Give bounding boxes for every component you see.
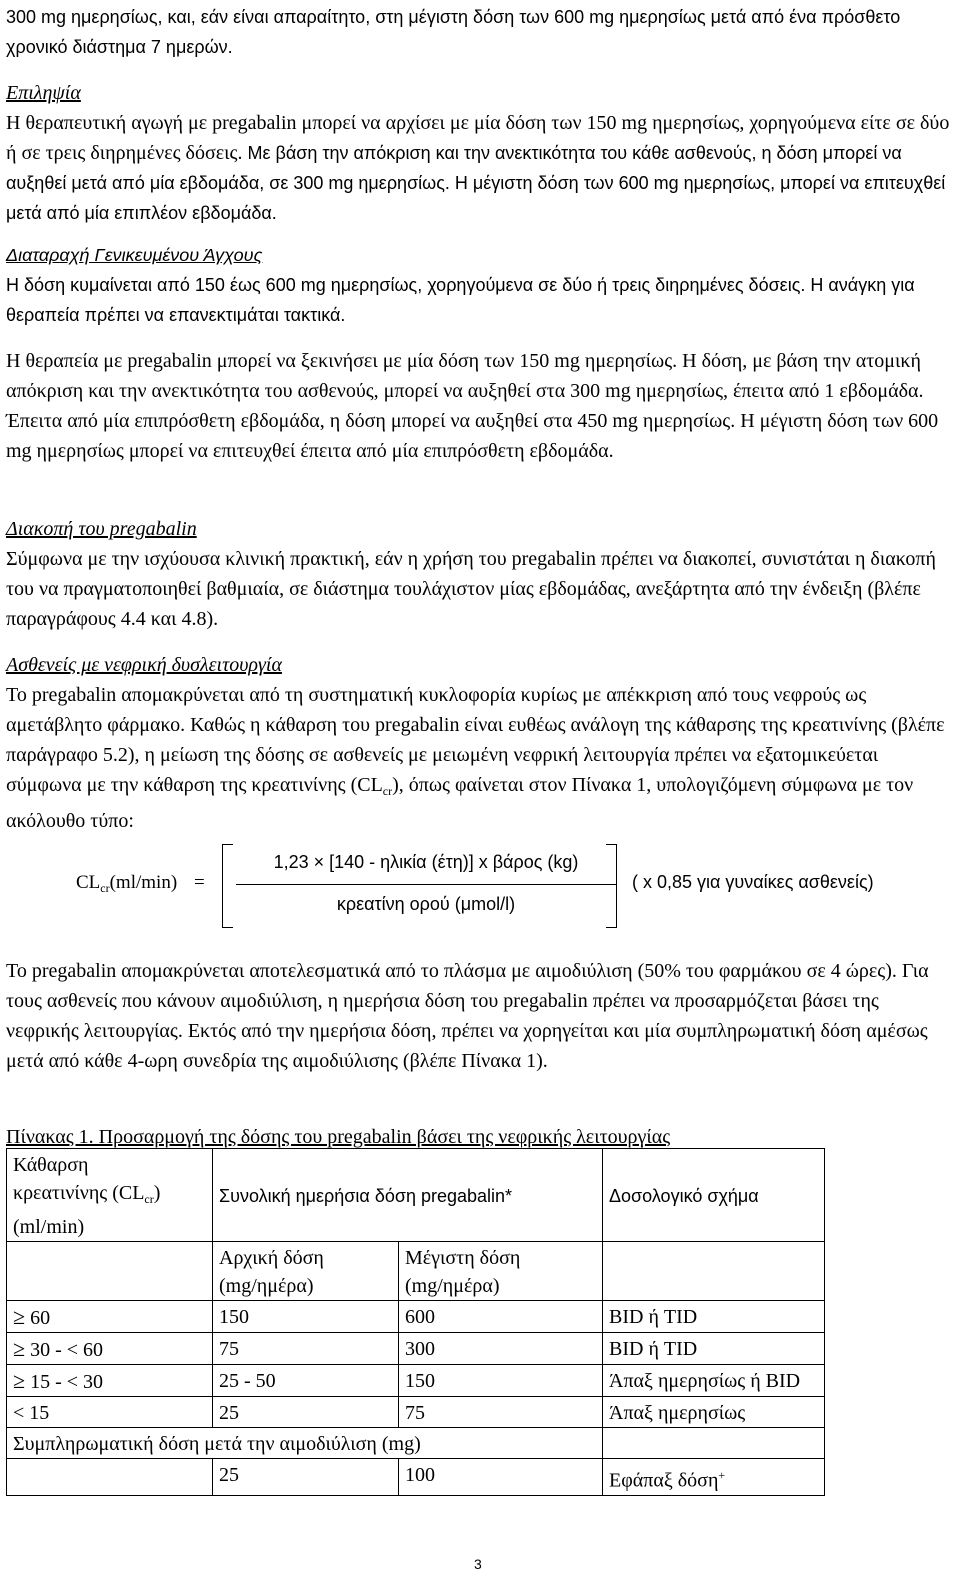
section-discontinuation-body: Σύμφωνα με την ισχύουσα κλινική πρακτική, εάν η χρήση του pregabalin πρέπει να διακοπεί, συνιστάται η διακοπή του να πραγματοποιηθεί βαθμιαία, σε διάστημα τουλάχιστον μίας εβδομάδας, ανεξάρτητα από την ένδειξη (βλέπε παραγράφους 4.4 και 4.8). <box>6 548 936 630</box>
cell-max-dose: 300 <box>399 1333 603 1365</box>
cell-clearance: < 15 <box>7 1397 213 1428</box>
header-clearance: Κάθαρση κρεατινίνης $(CL_{cr})$ (ml/min) <box>7 1149 213 1242</box>
table-subheader-row <box>7 1242 825 1301</box>
section-dialysis-body: Το pregabalin απομακρύνεται αποτελεσματικά από το πλάσμα με αιμοδιύλιση (50% του φαρμάκου σε 4 ώρες). Για τους ασθενείς που κάνουν αιμοδιύλιση, η ημερήσια δόση του pregabalin πρέπει να προσαρμόζεται βάσει της νεφρικής λειτουργίας. Εκτός από την ημερήσια δόση, πρέπει να χορηγείται και μία συμπληρωματική δόση αμέσως μετά από κάθε 4-ωρη συνεδρία της αιμοδιύλισης (βλέπε Πίνακα 1). <box>6 960 929 1072</box>
cell-regimen: Εφάπαξ δόση+ <box>603 1459 825 1496</box>
cell-empty <box>603 1428 825 1459</box>
cell-start-dose: 75 <box>213 1333 399 1365</box>
cell-start-dose: 25 <box>213 1397 399 1428</box>
table-row <box>7 1365 825 1397</box>
cell-regimen: Άπαξ ημερησίως <box>603 1397 825 1428</box>
table-row <box>7 1459 825 1496</box>
header-total-daily-dose: Συνολική ημερήσια δόση pregabalin* <box>213 1149 603 1242</box>
subheader-empty <box>7 1242 213 1301</box>
cell-max-dose: 600 <box>399 1301 603 1333</box>
table-row <box>7 1333 825 1365</box>
formula-denominator: κρεατίνη ορού (μmol/l) <box>336 894 516 914</box>
cell-clearance: ≥ 15 - < 30 <box>7 1365 213 1397</box>
cell-regimen: Άπαξ ημερησίως ή BID <box>603 1365 825 1397</box>
creatinine-clearance-formula <box>76 840 956 930</box>
section-gad-paragraph-2: Η θεραπεία με pregabalin μπορεί να ξεκινήσει με μία δόση των 150 mg ημερησίως. Η δόση, με βάση την ατομική απόκριση και την ανεκτικότητα του ασθενούς, μπορεί να αυξηθεί στα 300 mg ημερησίως, έπειτα από 1 εβδομάδα. Έπειτα από μία επιπρόσθετη εβδομάδα, η δόση μπορεί να αυξηθεί στα 450 mg ημερησίως. Η μέγιστη δόση των 600 mg ημερησίως μπορεί να επιτευχθεί έπειτα από μία επιπρόσθετη εβδομάδα. <box>6 350 939 462</box>
subheader-max-dose: Μέγιστη δόση (mg/ημέρα) <box>399 1242 603 1301</box>
section-renal-heading: Ασθενείς με νεφρική δυσλειτουργία <box>6 654 282 676</box>
cell-max-dose: 100 <box>399 1459 603 1496</box>
section-gad-heading: Διαταραχή Γενικευμένου Άγχους <box>6 245 263 265</box>
cell-clearance: ≥ 30 - < 60 <box>7 1333 213 1365</box>
formula-equals: = <box>194 872 205 893</box>
cell-start-dose: 25 - 50 <box>213 1365 399 1397</box>
page-number: 3 <box>474 1556 482 1572</box>
formula-left-bracket <box>222 844 233 928</box>
cell-start-dose: 150 <box>213 1301 399 1333</box>
table-header-row <box>7 1149 825 1242</box>
subheader-start-dose: Αρχική δόση (mg/ημέρα) <box>213 1242 399 1301</box>
table-row <box>7 1397 825 1428</box>
formula-fraction-bar <box>236 884 616 885</box>
table1-caption: Πίνακας 1. Προσαρμογή της δόσης του pregabalin βάσει της νεφρικής λειτουργίας <box>6 1126 671 1148</box>
section-renal-body: Το pregabalin απομακρύνεται από τη συστηματική κυκλοφορία κυρίως με απέκκριση από τους νεφρούς ως αμετάβλητο φάρμακο. Καθώς η κάθαρση του pregabalin είναι ευθέως ανάλογη της κάθαρσης της κρεατινίνης (βλέπε παράγραφο 5.2), η μείωση της δόσης σε ασθενείς με μειωμένη νεφρική λειτουργία πρέπει να εξατομικεύεται σύμφωνα με την κάθαρση της κρεατινίνης $(CL_{cr})$, όπως φαίνεται στον Πίνακα 1, υπολογιζόμενη σύμφωνα με τον ακόλουθο τύπο: <box>6 684 945 832</box>
cell-regimen: BID ή TID <box>603 1333 825 1365</box>
section-epilepsy-heading: Επιληψία <box>6 82 81 104</box>
cell-start-dose: 25 <box>213 1459 399 1496</box>
formula-right-bracket <box>606 844 617 928</box>
cell-empty <box>7 1459 213 1496</box>
table-supplementary-label-row <box>7 1428 825 1459</box>
cell-max-dose: 75 <box>399 1397 603 1428</box>
section-epilepsy-body: Η θεραπευτική αγωγή με pregabalin μπορεί να αρχίσει με μία δόση των 150 mg ημερησίως, χορηγούμενα είτε σε δύο ή σε τρεις διηρημένες δόσεις. Με βάση την απόκριση και την ανεκτικότητα του κάθε ασθενούς, η δόση μπορεί να αυξηθεί μετά από μία εβδομάδα, σε 300 mg ημερησίως. Η μέγιστη δόση των 600 mg ημερησίως, μπορεί να επιτευχθεί μετά από μία επιπλέον εβδομάδα. <box>6 112 950 223</box>
cell-clearance: ≥ 60 <box>7 1301 213 1333</box>
formula-female-multiplier: ( x 0,85 για γυναίκες ασθενείς) <box>632 872 874 892</box>
cell-supplementary-label: Συμπληρωματική δόση μετά την αιμοδιύλιση (mg) <box>7 1428 603 1459</box>
table-row <box>7 1301 825 1333</box>
formula-lhs: $CL_{cr}(ml/\min)$ <box>76 872 178 895</box>
cell-regimen: BID ή TID <box>603 1301 825 1333</box>
formula-numerator: 1,23 × [140 - ηλικία (έτη)] x βάρος (kg) <box>273 852 579 872</box>
header-regimen: Δοσολογικό σχήμα <box>603 1149 825 1242</box>
intro-continuation: 300 mg ημερησίως, και, εάν είναι απαραίτητο, στη μέγιστη δόση των 600 mg ημερησίως μετά από ένα πρόσθετο χρονικό διάστημα 7 ημερών. <box>6 7 901 57</box>
cell-max-dose: 150 <box>399 1365 603 1397</box>
dose-adjustment-table <box>6 1148 825 1496</box>
subheader-empty <box>603 1242 825 1301</box>
section-discontinuation-heading: Διακοπή του pregabalin <box>6 518 197 540</box>
section-gad-body: Η δόση κυμαίνεται από 150 έως 600 mg ημερησίως, χορηγούμενα σε δύο ή τρεις διηρημένες δόσεις. Η ανάγκη για θεραπεία πρέπει να επανεκτιμάται τακτικά. <box>6 275 915 325</box>
